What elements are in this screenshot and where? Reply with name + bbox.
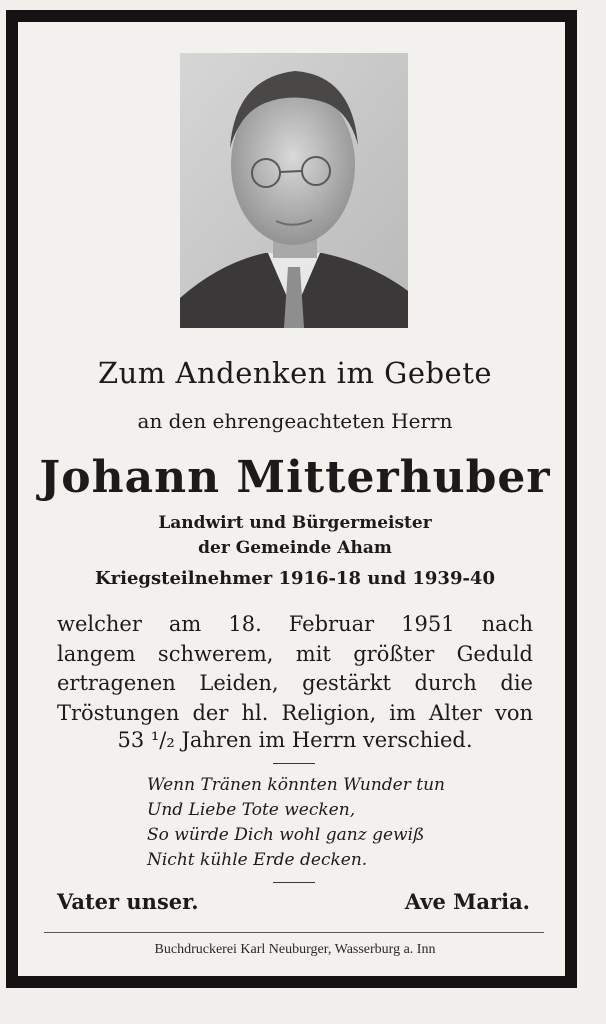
printer-imprint: Buchdruckerei Karl Neuburger, Wasserburg a. Inn <box>154 942 436 957</box>
verse-line: Und Liebe Tote wecken, <box>147 800 356 820</box>
prayer-our-father: Vater unser. <box>57 889 199 914</box>
portrait-photo <box>180 53 408 328</box>
occupation-line-1: Landwirt und Bürgermeister <box>158 513 432 533</box>
verse-line: So würde Dich wohl ganz gewiß <box>147 825 425 845</box>
occupation-line-2: der Gemeinde Aham <box>198 538 392 558</box>
prayer-hail-mary: Ave Maria. <box>404 889 530 914</box>
footer-divider <box>44 932 544 933</box>
card-subtitle: an den ehrengeachteten Herrn <box>137 409 453 433</box>
divider <box>273 763 315 764</box>
body-line: welcher am 18. Februar 1951 nach <box>57 612 533 636</box>
portrait-image <box>180 53 408 328</box>
body-line: Tröstungen der hl. Religion, im Alter von <box>57 701 533 725</box>
divider <box>273 882 315 883</box>
body-line: ertragenen Leiden, gestärkt durch die <box>57 671 533 695</box>
war-service-line: Kriegsteilnehmer 1916-18 und 1939-40 <box>95 568 495 589</box>
body-line: 53 ¹/₂ Jahren im Herrn verschied. <box>117 728 473 752</box>
card-title: Zum Andenken im Gebete <box>97 356 493 390</box>
body-line: langem schwerem, mit größter Geduld <box>57 642 533 666</box>
deceased-name: Johann Mitterhuber <box>39 452 551 503</box>
verse-line: Nicht kühle Erde decken. <box>147 850 368 870</box>
verse-line: Wenn Tränen könnten Wunder tun <box>147 775 445 795</box>
